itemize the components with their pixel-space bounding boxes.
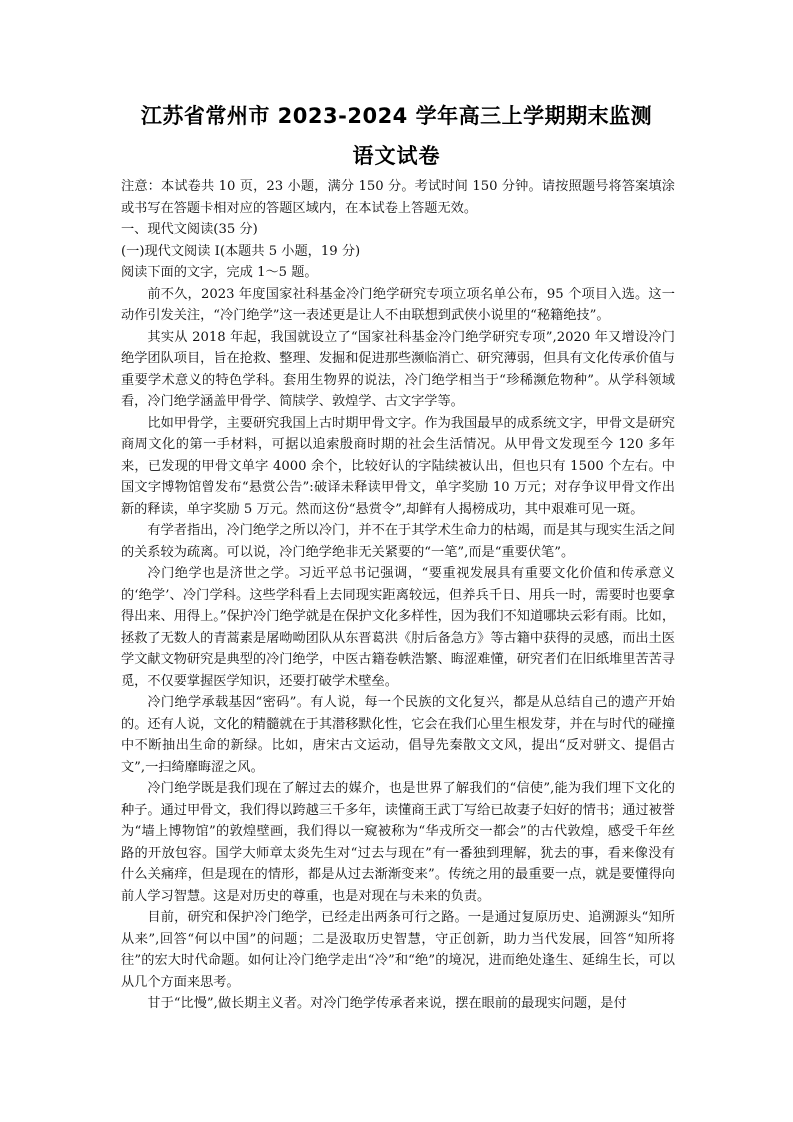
paragraph: 冷门绝学承载基因“密码”。有人说，每一个民族的文化复兴，都是从总结自己的遗产开始的。还有人说，文化的精髓就在于其潜移默化性，它会在我们心里生根发芽，并在与时代的碰撞中不断抽出生命的新绿。比如，唐宋古文运动，倡导先秦散文文风，提出“反对骈文、提倡古文”,一扫绮靡晦涩之风。 xyxy=(121,695,675,775)
paragraph: 甘于“比慢”,做长期主义者。对冷门绝学传承者来说，摆在眼前的最现实问题，是付 xyxy=(147,996,627,1011)
exam-title: 江苏省常州市 2023-2024 学年高三上学期期末监测 xyxy=(140,104,653,128)
reading-instruction: 阅读下面的文字，完成 1～5 题。 xyxy=(121,265,318,280)
paragraph: 比如甲骨学，主要研究我国上古时期甲骨文字。作为我国最早的成系统文字，甲骨文是研究商周文化的第一手材料，可据以追索殷商时期的社会生活情况。从甲骨文发现至今 120 多年来，已发现的甲骨文单字 4000 余个，比较好认的字陆续被认出，但也只有 1500 个左右。中国文字博物馆曾发布“悬赏公告”:破译未释读甲骨文，单字奖励 10 万元；对存争议甲骨文作出新的释读，单字奖励 5 万元。然而这份“悬赏令”,却鲜有人揭榜成功，其中艰难可见一斑。 xyxy=(121,415,675,517)
exam-body xyxy=(121,176,675,1015)
paragraph: 冷门绝学也是济世之学。习近平总书记强调，“要重视发展具有重要文化价值和传承意义的‘绝学’、冷门学科。这些学科看上去同现实距离较远，但养兵千日、用兵一时，需要时也要拿得出来、用得上。”保护冷门绝学就是在保护文化多样性，因为我们不知道哪块云彩有雨。比如，拯救了无数人的青蒿素是屠呦呦团队从东晋葛洪《肘后备急方》等古籍中获得的灵感，而出土医学文献文物研究是典型的冷门绝学，中医古籍卷帙浩繁、晦涩难懂，研究者们在旧纸堆里苦苦寻觅，不仅要掌握医学知识，还要打破学术壁垒。 xyxy=(121,566,676,689)
paragraph: 前不久，2023 年度国家社科基金冷门绝学研究专项立项名单公布，95 个项目入选。这一动作引发关注，“冷门绝学”这一表述更是让人不由联想到武侠小说里的“秘籍绝技”。 xyxy=(121,286,675,323)
exam-subtitle: 语文试卷 xyxy=(352,144,441,168)
notice-text: 注意：本试卷共 10 页，23 小题，满分 150 分。考试时间 150 分钟。请按照题号将答案填涂或书写在答题卡相对应的答题区域内，在本试卷上答题无效。 xyxy=(121,179,675,216)
paragraph: 有学者指出，冷门绝学之所以冷门，并不在于其学术生命力的枯竭，而是其与现实生活之间的关系较为疏离。可以说，冷门绝学绝非无关紧要的“一笔”,而是“重要伏笔”。 xyxy=(121,523,675,560)
paragraph: 目前，研究和保护冷门绝学，已经走出两条可行之路。一是通过复原历史、追溯源头“知所从来”,回答“何以中国”的问题；二是汲取历史智慧，守正创新，助力当代发展，回答“知所将往”的宏大时代命题。如何让冷门绝学走出“冷”和“绝”的境况，进而绝处逢生、延绵生长，可以从几个方面来思考。 xyxy=(121,910,675,990)
paragraph: 其实从 2018 年起，我国就设立了“国家社科基金冷门绝学研究专项”,2020 年又增设冷门绝学团队项目，旨在抢救、整理、发掘和促进那些濒临消亡、研究薄弱，但具有文化传承价值与重要学术意义的特色学科。套用生物界的说法，冷门绝学相当于“珍稀濒危物种”。从学科领域看，冷门绝学涵盖甲骨学、简牍学、敦煌学、古文字学等。 xyxy=(121,329,675,409)
paragraph: 冷门绝学既是我们现在了解过去的媒介，也是世界了解我们的“信使”,能为我们埋下文化的种子。通过甲骨文，我们得以跨越三千多年，读懂商王武丁写给已故妻子妇好的情书；通过被誉为“墙上博物馆”的敦煌壁画，我们得以一窥被称为“华戎所交一都会”的古代敦煌，感受千年丝路的开放包容。国学大师章太炎先生对“过去与现在”有一番独到理解，犹去的事，看来像没有什么关痛痒，但是现在的情形，都是从过去渐渐变来”。传统之用的最重要一点，就是要懂得向前人学习智慧。这是对历史的尊重，也是对现在与未来的负责。 xyxy=(121,781,675,904)
subsection-heading: (一)现代文阅读 I(本题共 5 小题，19 分) xyxy=(121,243,361,259)
section-heading: 一、现代文阅读(35 分) xyxy=(121,222,258,237)
